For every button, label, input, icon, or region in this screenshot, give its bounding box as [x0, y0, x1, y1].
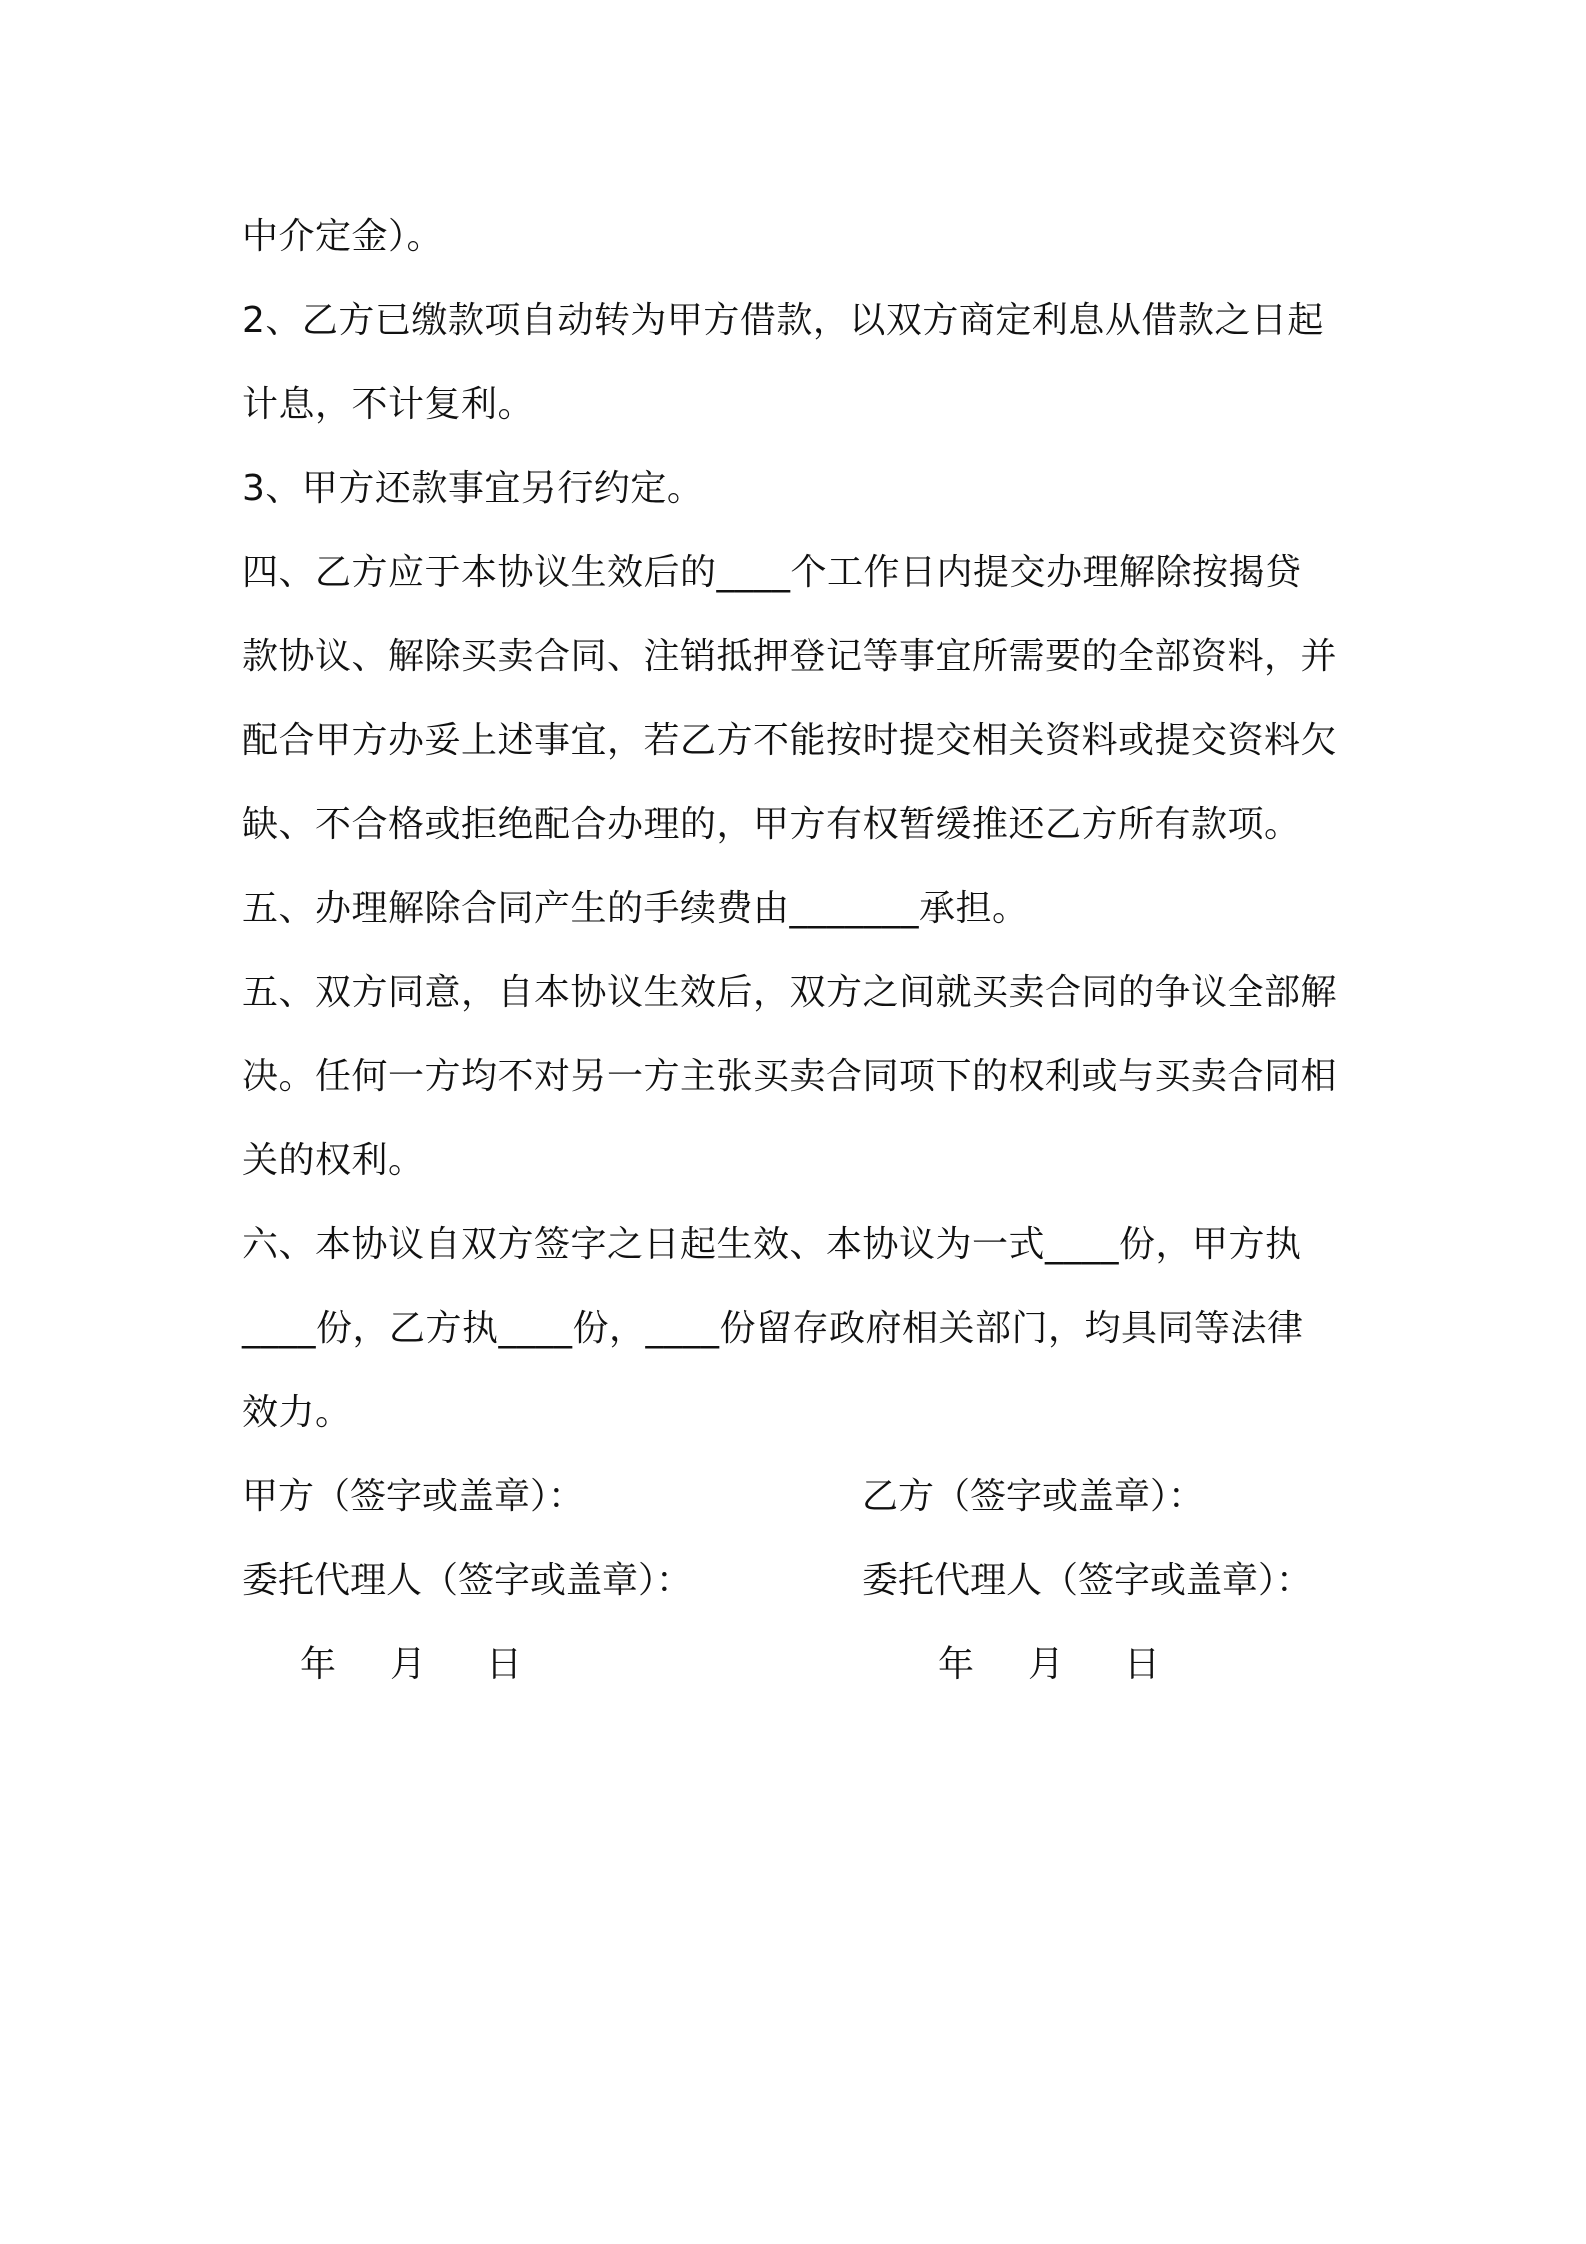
text-line-3: 计息，不计复利。: [242, 384, 535, 425]
text-line-14: ____份，乙方执____份，____份留存政府相关部门，均具同等法律: [242, 1308, 1304, 1349]
date-row: [242, 1623, 1362, 1707]
agent-b-signature: 委托代理人（签字或盖章）：: [862, 1560, 1313, 1601]
party-b-date-year: 年: [938, 1644, 975, 1685]
text-line-11: 决。任何一方均不对另一方主张买卖合同项下的权利或与买卖合同相: [242, 1056, 1338, 1097]
text-line-7: 配合甲方办妥上述事宜，若乙方不能按时提交相关资料或提交资料欠: [242, 720, 1338, 761]
text-line-10: 五、双方同意，自本协议生效后，双方之间就买卖合同的争议全部解: [242, 972, 1338, 1013]
text-line-5: 四、乙方应于本协议生效后的____个工作日内提交办理解除按揭贷: [242, 552, 1302, 593]
text-line-6: 款协议、解除买卖合同、注销抵押登记等事宜所需要的全部资料，并: [242, 636, 1338, 677]
text-line-13: 六、本协议自双方签字之日起生效、本协议为一式____份，甲方执: [242, 1224, 1302, 1265]
signature-row-agent: [242, 1539, 1362, 1623]
agent-a-signature: 委托代理人（签字或盖章）：: [242, 1560, 693, 1601]
signature-row-party: [242, 1455, 1362, 1539]
party-a-date-day: 日: [486, 1644, 523, 1685]
text-line-4: 3、甲方还款事宜另行约定。: [242, 468, 704, 509]
text-line-1: 中介定金）。: [242, 216, 444, 257]
text-line-8: 缺、不合格或拒绝配合办理的，甲方有权暂缓推还乙方所有款项。: [242, 804, 1301, 845]
party-a-signature: 甲方（签字或盖章）：: [242, 1476, 585, 1517]
text-line-2: 2、乙方已缴款项自动转为甲方借款，以双方商定利息从借款之日起: [242, 300, 1324, 341]
text-line-9: 五、办理解除合同产生的手续费由_______承担。: [242, 888, 1029, 929]
party-b-date-day: 日: [1124, 1644, 1161, 1685]
text-line-15: 效力。: [242, 1392, 352, 1433]
document-body: [242, 195, 1362, 1707]
party-a-date-month: 月: [390, 1644, 427, 1685]
party-a-date-year: 年: [300, 1644, 337, 1685]
party-b-date-month: 月: [1028, 1644, 1065, 1685]
party-b-signature: 乙方（签字或盖章）：: [862, 1476, 1205, 1517]
text-line-12: 关的权利。: [242, 1140, 425, 1181]
